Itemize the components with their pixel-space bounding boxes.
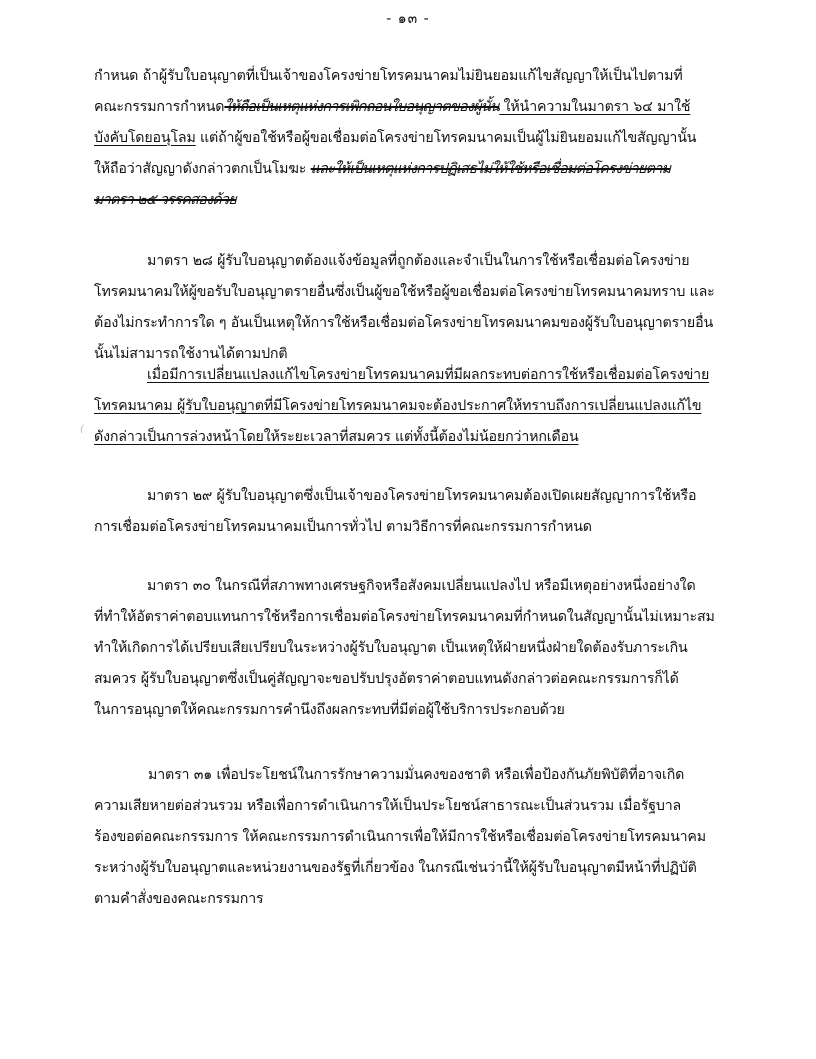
para1-line-4-text: ให้ถือว่าสัญญาดังกล่าวตกเป็นโมฆะ [94,161,311,177]
para1-line-5: มาตรา ๒๕ วรรคสองด้วย [94,192,237,208]
section-28-line-5: เมื่อมีการเปลี่ยนแปลงแก้ไขโครงข่ายโทรคมนาคมที่มีผลกระทบต่อการใช้หรือเชื่อมต่อโครงข่าย [147,367,710,383]
section-30-line-3: ทำให้เกิดการได้เปรียบเสียเปรียบในระหว่างผู้รับใบอนุญาต เป็นเหตุให้ฝ่ายหนึ่งฝ่ายใดต้องรับภาระเกิน [94,640,688,656]
section-30-line-5: ในการอนุญาตให้คณะกรรมการคำนึงถึงผลกระทบที่มีต่อผู้ใช้บริการประกอบด้วย [94,702,565,718]
section-28-line-3: ต้องไม่กระทำการใด ๆ อันเป็นเหตุให้การใช้หรือเชื่อมต่อโครงข่ายโทรคมนาคมของผู้รับใบอนุญาตรายอื่น [94,315,713,331]
para1-line-2 [94,97,690,117]
section-28-line-4: นั้นไม่สามารถใช้งานได้ตามปกติ [94,346,288,362]
section-31-line-4: ระหว่างผู้รับใบอนุญาตและหน่วยงานของรัฐที่เกี่ยวข้อง ในกรณีเช่นว่านี้ให้ผู้รับใบอนุญาตมีหน้าที่ปฏิบัติ [94,860,697,876]
section-28-line-7: ดังกล่าวเป็นการล่วงหน้าโดยให้ระยะเวลาที่สมควร แต่ทั้งนี้ต้องไม่น้อยกว่าหกเดือน [94,429,579,445]
section-29-line-1: มาตรา ๒๙ ผู้รับใบอนุญาตซึ่งเป็นเจ้าของโครงข่ายโทรคมนาคมต้องเปิดเผยสัญญาการใช้หรือ [147,488,697,504]
para1-line-1: กำหนด ถ้าผู้รับใบอนุญาตที่เป็นเจ้าของโครงข่ายโทรคมนาคมไม่ยินยอมแก้ไขสัญญาให้เป็นไปตามที่ [94,68,683,84]
section-31-line-2: ความเสียหายต่อส่วนรวม หรือเพื่อการดำเนินการให้เป็นประโยชน์สาธารณะเป็นส่วนรวม เมื่อรัฐบาล [94,798,682,814]
struck-text: และให้เป็นเหตุแห่งการปฏิเสธไม่ให้ใช้หรือเชื่อมต่อโครงข่ายตาม [310,161,671,177]
section-31-line-5: ตามคำสั่งของคณะกรรมการ [94,891,264,907]
section-28-line-1: มาตรา ๒๘ ผู้รับใบอนุญาตต้องแจ้งข้อมูลที่ถูกต้องและจำเป็นในการใช้หรือเชื่อมต่อโครงข่าย [147,253,690,269]
underlined-text: บังคับโดยอนุโลม [94,130,196,146]
section-30-line-2: ที่ทำให้อัตราค่าตอบแทนการใช้หรือการเชื่อมต่อโครงข่ายโทรคมนาคมที่กำหนดในสัญญานั้นไม่เหมาะสม [94,609,715,625]
section-28-line-6: โทรคมนาคม ผู้รับใบอนุญาตที่มีโครงข่ายโทรคมนาคมจะต้องประกาศให้ทราบถึงการเปลี่ยนแปลงแก้ไข [94,398,702,414]
underlined-text: ให้นำความในมาตรา ๖๔ มาใช้ [499,99,691,115]
para1-line-3-text: แต่ถ้าผู้ขอใช้หรือผู้ขอเชื่อมต่อโครงข่ายโทรคมนาคมเป็นผู้ไม่ยินยอมแก้ไขสัญญานั้น [195,130,697,146]
section-30-line-1: มาตรา ๓๐ ในกรณีที่สภาพทางเศรษฐกิจหรือสังคมเปลี่ยนแปลงไป หรือมีเหตุอย่างหนึ่งอย่างใด [147,578,696,594]
section-30-line-4: สมควร ผู้รับใบอนุญาตซึ่งเป็นคู่สัญญาจะขอปรับปรุงอัตราค่าตอบแทนดังกล่าวต่อคณะกรรมการก็ได้ [94,671,679,687]
section-31-line-1: มาตรา ๓๑ เพื่อประโยชน์ในการรักษาความมั่นคงของชาติ หรือเพื่อป้องกันภัยพิบัติที่อาจเกิด [148,767,685,783]
para1-line-4 [94,159,670,179]
section-28-line-2: โทรคมนาคมให้ผู้ขอรับใบอนุญาตรายอื่นซึ่งเป็นผู้ขอใช้หรือผู้ขอเชื่อมต่อโครงข่ายโทรคมนาคมทราบ และ [94,284,715,300]
para1-line-3 [94,128,696,148]
scan-speck: ( [80,424,84,435]
section-29-line-2: การเชื่อมต่อโครงข่ายโทรคมนาคมเป็นการทั่วไป ตามวิธีการที่คณะกรรมการกำหนด [94,519,592,535]
section-31-line-3: ร้องขอต่อคณะกรรมการ ให้คณะกรรมการดำเนินการเพื่อให้มีการใช้หรือเชื่อมต่อโครงข่ายโทรคมนาคม [94,829,706,845]
struck-text: ให้ถือเป็นเหตุแห่งการเพิกถอนใบอนุญาตของผู้นั้น [224,99,500,115]
para1-line-2-text: คณะกรรมการกำหนด [94,99,225,115]
page-number: - ๑๓ - [386,11,430,27]
